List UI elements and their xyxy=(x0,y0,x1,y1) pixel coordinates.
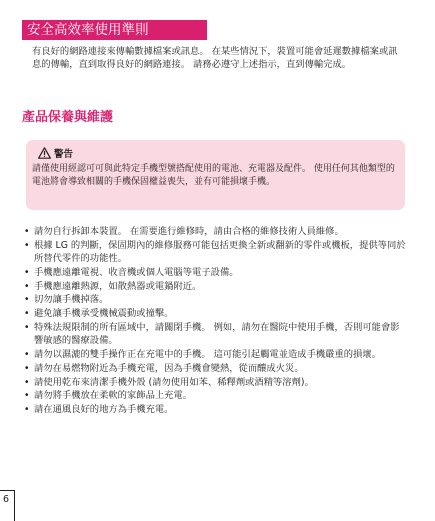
list-item: • 手機應遠離電視、收音機或個人電腦等電子設備。 xyxy=(24,266,239,278)
list-item: • 請勿自行拆卸本裝置。 在需要進行維修時，請由合格的維修技術人員維修。 xyxy=(24,226,344,237)
banner-title: 安全高效率使用準則 xyxy=(27,22,149,38)
bullet-dot: • xyxy=(24,266,30,278)
warning-triangle-icon xyxy=(38,147,51,159)
section-banner xyxy=(22,20,207,40)
list-item: • 請勿以濕漉的雙手操作正在充電中的手機。 這可能引起觸電並造成手機嚴重的損壞。 xyxy=(24,348,381,360)
list-item: • 請使用乾布來清潔手機外殼 (請勿使用如苯、稀釋劑或酒精等溶劑)。 xyxy=(24,376,314,388)
list-item: • 特殊法規限制的所有區域中，請關閉手機。 例如，請勿在醫院中使用手機，否則可能會影響敏感的醫療設備。 xyxy=(24,321,400,347)
bullet-dot: • xyxy=(24,280,30,292)
warning-box xyxy=(26,140,405,210)
bullet-dot: • xyxy=(24,308,30,320)
intro-paragraph: 有良好的網路連接來傳輸數據檔案或訊息。 在某些情況下，裝置可能會延遲數據檔案或訊息的傳輸，直到取得良好的網路連接。 請務必遵守上述指示，直到傳輸完成。 xyxy=(32,46,398,71)
list-item: • 請在通風良好的地方為手機充電。 xyxy=(24,404,174,416)
bullet-dot: • xyxy=(24,226,30,237)
list-item: • 請勿在易燃物附近為手機充電，因為手機會變熱，從而釀成火災。 xyxy=(24,362,304,374)
page-corner-rule-vertical xyxy=(14,490,15,521)
list-item: • 手機應遠離熱源，如散熱器或電鍋附近。 xyxy=(24,280,202,292)
section-title: 產品保養與維護 xyxy=(22,110,114,125)
warning-label: 警告 xyxy=(54,149,74,160)
page-number: 6 xyxy=(3,494,10,505)
bullet-dot: • xyxy=(24,239,30,251)
list-item: • 請勿將手機放在柔軟的家飾品上充電。 xyxy=(24,390,193,402)
page-corner-rule xyxy=(0,490,14,491)
bullet-dot: • xyxy=(24,362,30,374)
bullet-dot: • xyxy=(24,294,30,306)
list-item: • 根據 LG 的判斷，保固期內的維修服務可能包括更換全新或翻新的零件或機板，提供等同於所替代零件的功能性。 xyxy=(24,239,406,264)
list-item: • 避免讓手機承受機械震動或撞擊。 xyxy=(24,308,174,320)
warning-header xyxy=(38,146,399,160)
bullet-dot: • xyxy=(24,376,30,388)
care-bullet-list xyxy=(22,225,407,417)
bullet-dot: • xyxy=(24,404,30,416)
bullet-dot: • xyxy=(24,390,30,402)
warning-text: 請僅使用經認可可與此特定手機型號搭配使用的電池、充電器及配件。 使用任何其他類型的電池將會導致相關的手機保固權益喪失，並有可能損壞手機。 xyxy=(32,164,395,188)
bullet-dot: • xyxy=(24,348,30,360)
list-item: • 切勿讓手機掉落。 xyxy=(24,294,109,306)
bullet-dot: • xyxy=(24,321,30,333)
